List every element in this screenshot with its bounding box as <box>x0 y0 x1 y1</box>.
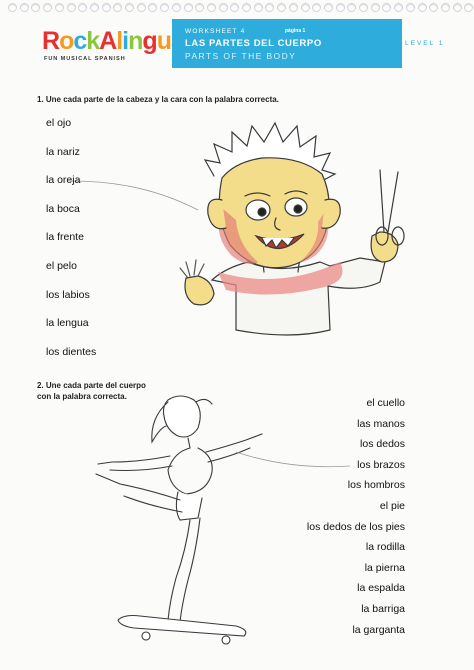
exercise-2-word: la garganta <box>352 623 405 636</box>
exercise-1-word: el pelo <box>46 260 77 272</box>
exercise-2-instruction-line2: con la palabra correcta. <box>37 392 127 401</box>
exercise-2-word: la barriga <box>361 603 405 615</box>
exercise-1-word: la lengua <box>46 317 89 330</box>
exercise-2-instruction-line1: 2. Une cada parte del cuerpo <box>37 381 146 390</box>
skater-illustration <box>96 396 262 644</box>
logo-letter: g <box>142 27 157 55</box>
exercise-2-word: la pierna <box>364 561 405 574</box>
logo-letter: R <box>42 27 60 55</box>
exercise-2-word: el pie <box>379 500 405 512</box>
level-label: LEVEL 1 <box>405 40 445 47</box>
connector-line <box>68 181 198 210</box>
exercise-2-word: los dedos de los pies <box>306 520 405 533</box>
connector-line-2 <box>236 452 350 467</box>
exercise-1-word: el ojo <box>46 117 72 129</box>
exercise-1-word: la oreja <box>46 174 81 187</box>
exercise-2-word: la espalda <box>357 582 405 595</box>
logo-letter: A <box>99 27 117 55</box>
logo-letter: c <box>73 27 87 55</box>
exercise-2-word: las manos <box>357 417 405 430</box>
logo-letter: i <box>122 27 129 55</box>
logo-tagline: FUN MUSICAL SPANISH <box>44 56 126 62</box>
exercise-1-word: la frente <box>46 231 84 244</box>
exercise-1-word: la boca <box>46 202 80 215</box>
exercise-1-instruction: 1. Une cada parte de la cabeza y la cara con la palabra correcta. <box>37 95 279 104</box>
logo-letter: u <box>156 27 171 55</box>
exercise-1-word: la nariz <box>46 145 80 158</box>
worksheet-number: WORKSHEET 4 <box>185 28 246 35</box>
exercise-2-instruction <box>37 380 146 402</box>
exercise-1-word: los labios <box>46 288 90 301</box>
logo-letter: l <box>116 27 123 55</box>
page-number: página 1 <box>285 28 306 34</box>
exercise-2-word: los dedos <box>360 438 405 451</box>
exercise-2-word: el cuello <box>366 397 405 409</box>
logo-letter: o <box>59 27 74 55</box>
logo-letter: k <box>86 27 100 55</box>
boy-illustration <box>180 123 404 335</box>
exercise-1-word: los dientes <box>46 345 97 358</box>
exercise-2-word: los brazos <box>357 458 405 471</box>
page-subtitle: PARTS OF THE BODY <box>185 51 297 61</box>
exercise-2-word: los hombros <box>347 479 405 492</box>
exercise-2-word: la rodilla <box>365 541 405 554</box>
logo-letter: n <box>128 27 143 55</box>
page-title: LAS PARTES DEL CUERPO <box>185 38 322 49</box>
